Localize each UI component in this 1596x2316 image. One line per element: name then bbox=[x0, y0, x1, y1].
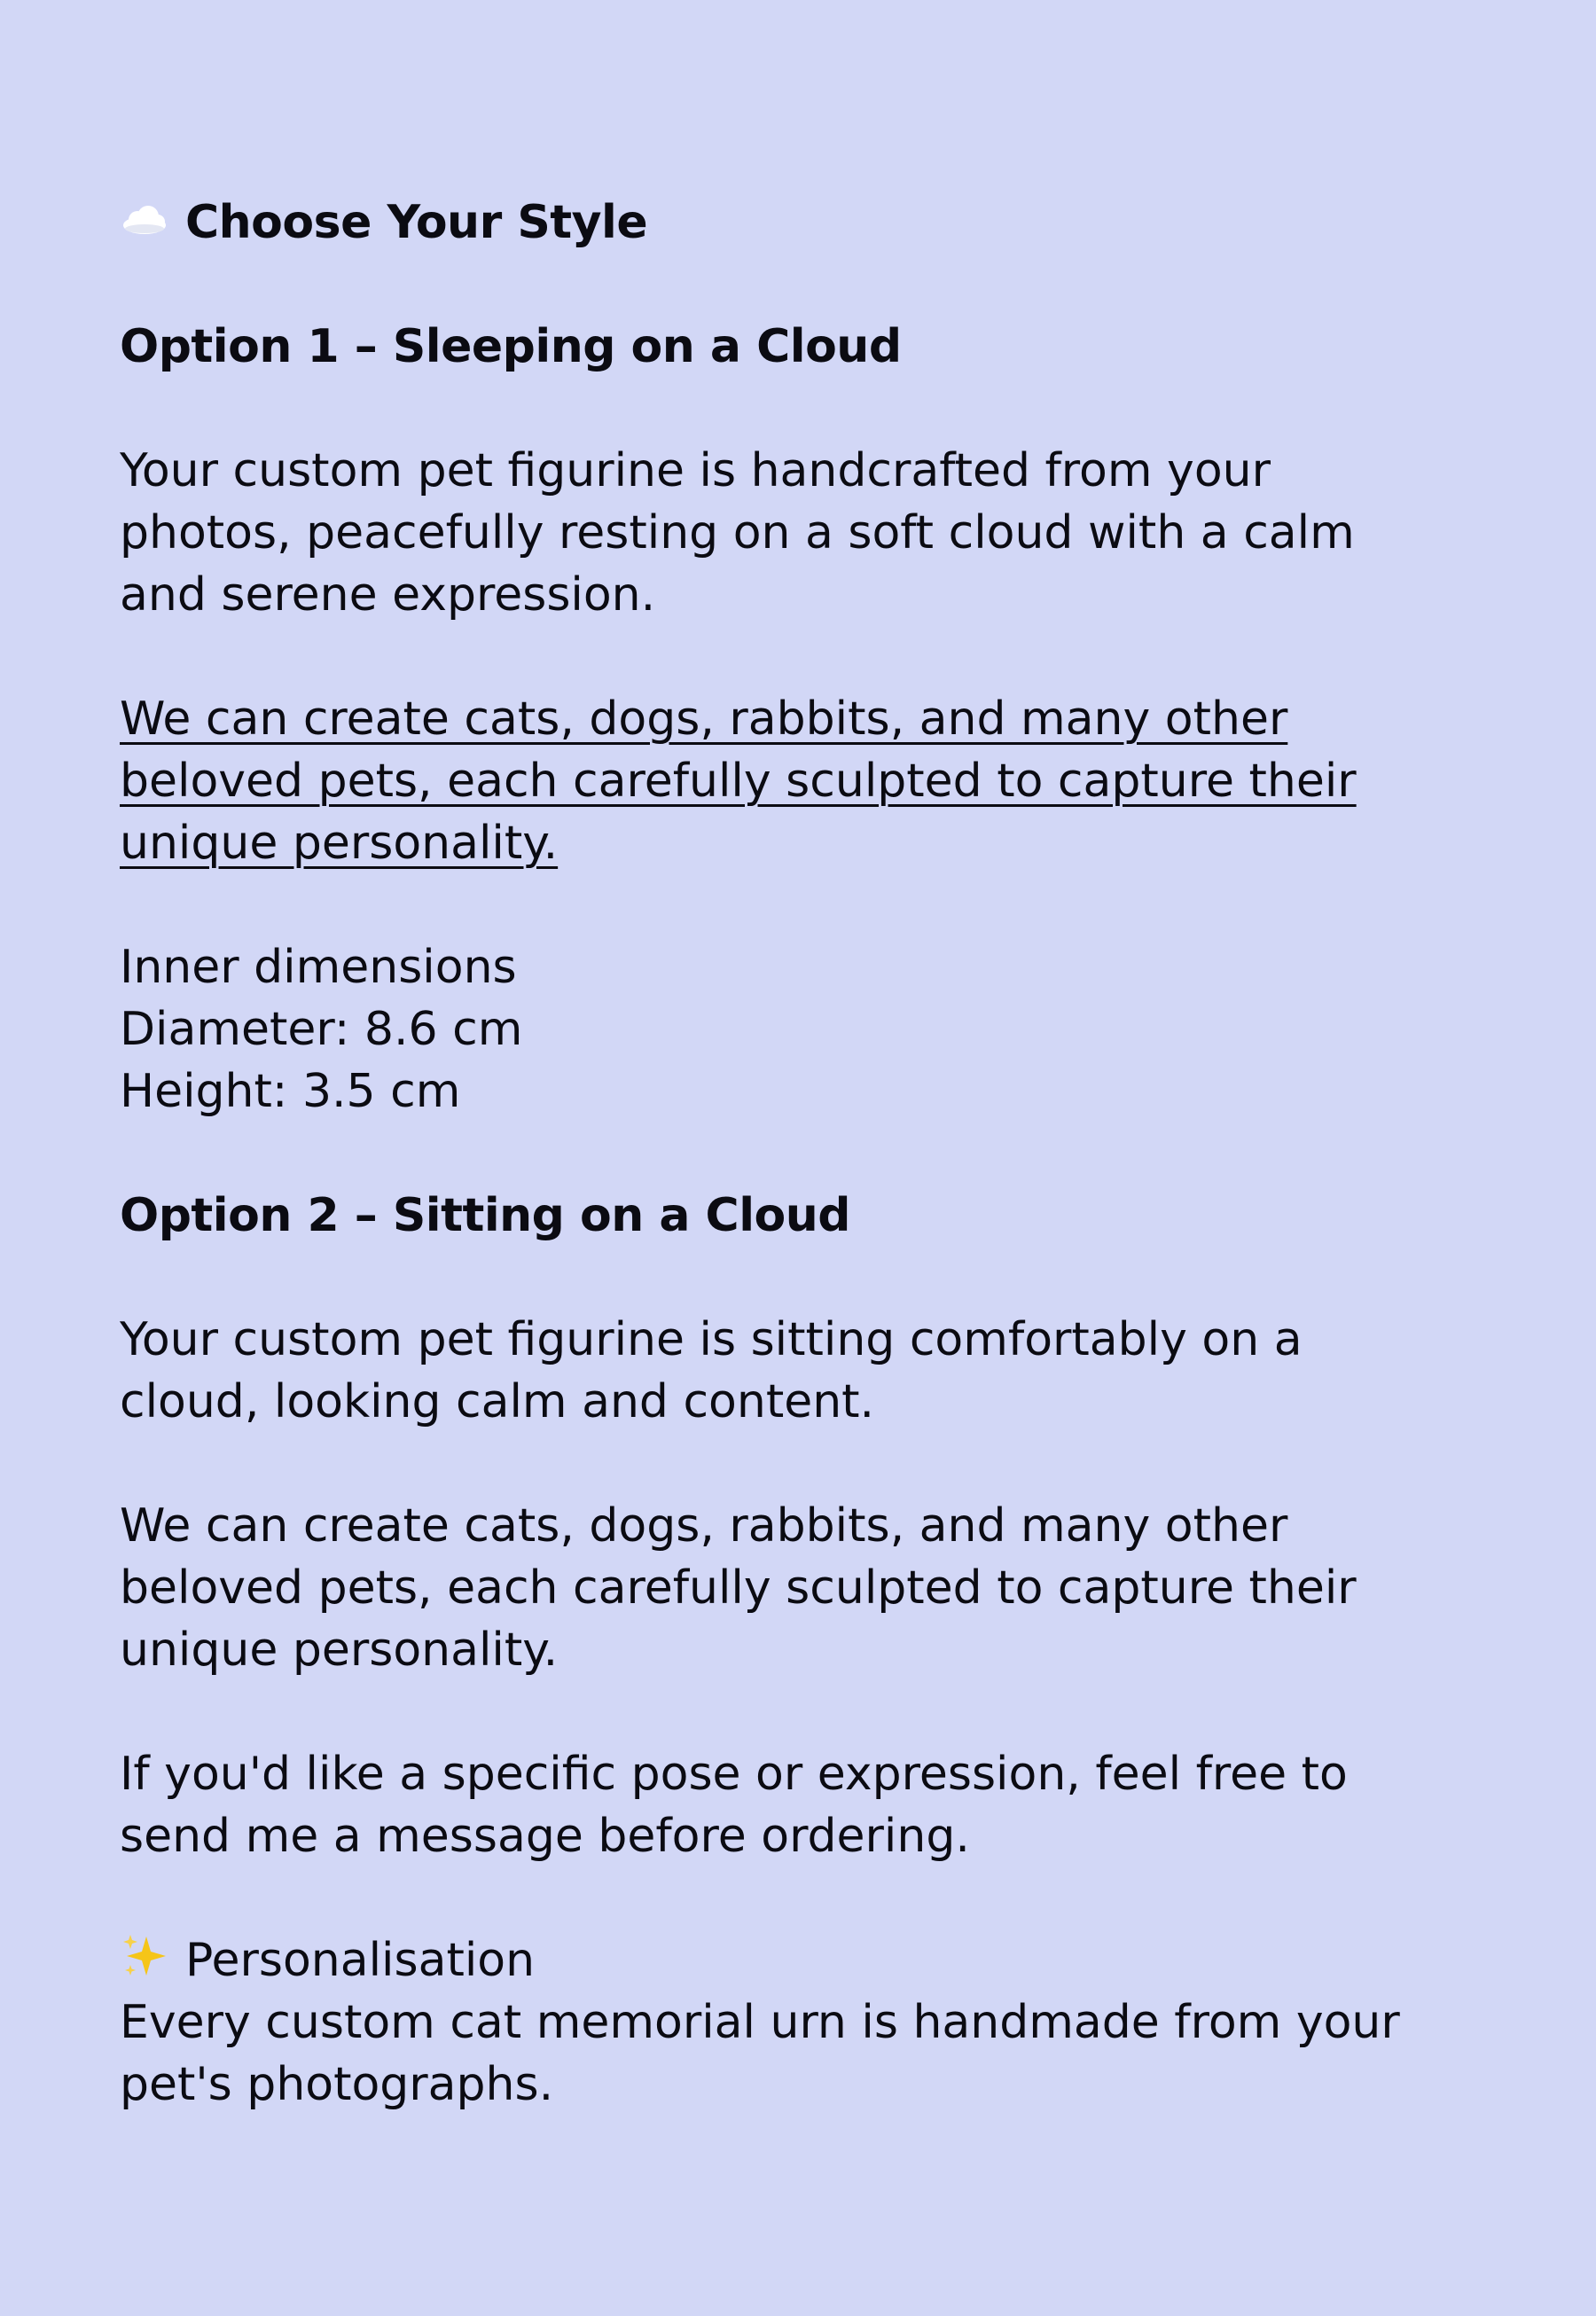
dimension-height: Height: 3.5 cm bbox=[120, 1065, 461, 1118]
option-1-description-line: and serene expression. bbox=[120, 568, 656, 622]
option-2-pets-note-line: beloved pets, each carefully sculpted to capture their bbox=[120, 1561, 1357, 1615]
section-heading bbox=[120, 192, 1503, 254]
product-description bbox=[120, 192, 1503, 2116]
sparkles-icon bbox=[120, 1931, 169, 1981]
option-2-pets-note-line: We can create cats, dogs, rabbits, and many other bbox=[120, 1499, 1288, 1553]
cloud-icon bbox=[120, 193, 169, 243]
personalisation-title: Personalisation bbox=[185, 1934, 536, 1987]
personalisation-text-line: pet's photographs. bbox=[120, 2058, 554, 2111]
option-1-pets-note-line: beloved pets, each carefully sculpted to capture their bbox=[120, 755, 1357, 808]
custom-request-note-line: If you'd like a specific pose or expression, feel free to bbox=[120, 1748, 1348, 1801]
option-2-description-line: Your custom pet figurine is sitting comfortably on a bbox=[120, 1313, 1303, 1366]
option-1-title: Option 1 – Sleeping on a Cloud bbox=[120, 320, 902, 373]
option-1-description-line: photos, peacefully resting on a soft cloud with a calm bbox=[120, 506, 1355, 559]
option-1-description-line: Your custom pet figurine is handcrafted from your bbox=[120, 444, 1271, 497]
custom-request-note-line: send me a message before ordering. bbox=[120, 1810, 970, 1863]
personalisation-text-line: Every custom cat memorial urn is handmade from your bbox=[120, 1996, 1400, 2049]
option-1-pets-note-line: unique personality. bbox=[120, 817, 559, 870]
option-2-title: Option 2 – Sitting on a Cloud bbox=[120, 1189, 850, 1242]
personalisation-heading bbox=[120, 1929, 1503, 1991]
section-title: Choose Your Style bbox=[185, 196, 648, 249]
dimensions-heading: Inner dimensions bbox=[120, 941, 517, 994]
dimension-diameter: Diameter: 8.6 cm bbox=[120, 1003, 523, 1056]
option-1-pets-note-line: We can create cats, dogs, rabbits, and many other bbox=[120, 692, 1288, 746]
option-2-description-line: cloud, looking calm and content. bbox=[120, 1375, 875, 1428]
option-2-pets-note-line: unique personality. bbox=[120, 1624, 559, 1677]
